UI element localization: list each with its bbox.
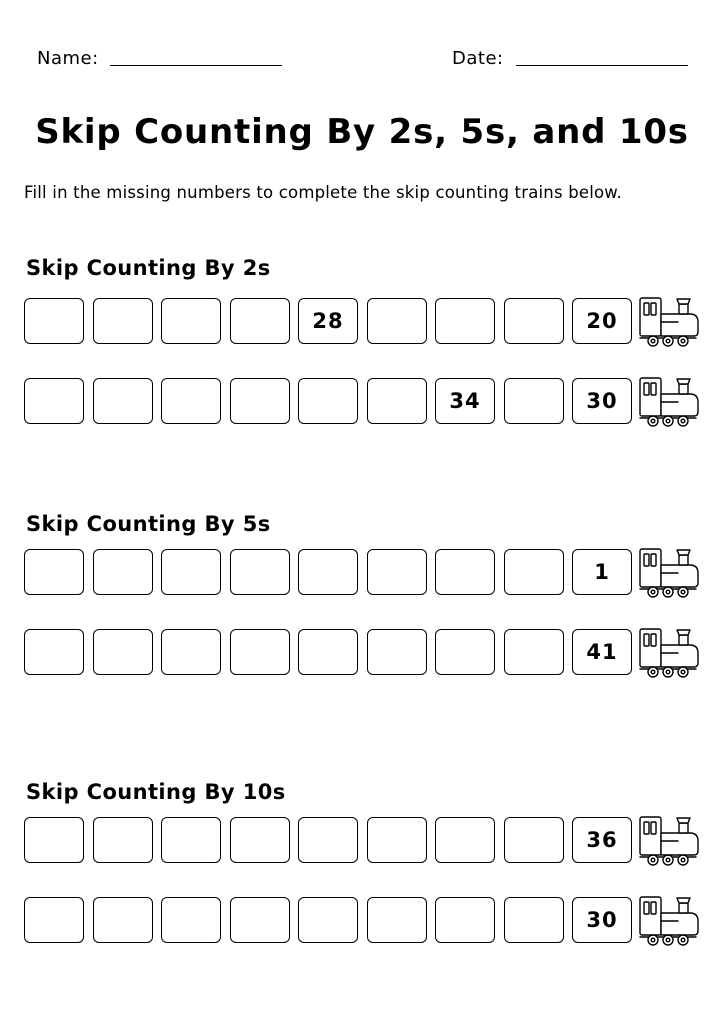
instructions-text: Fill in the missing numbers to complete the skip counting trains below. — [24, 183, 622, 202]
train-car-box[interactable] — [367, 629, 427, 675]
date-label: Date: — [452, 48, 504, 69]
train-car-box: 20 — [572, 298, 632, 344]
train-car-box: 30 — [572, 378, 632, 424]
train-engine-icon — [638, 893, 702, 947]
train-car-box[interactable] — [24, 629, 84, 675]
train-car-box[interactable] — [24, 549, 84, 595]
train-car-box[interactable] — [24, 897, 84, 943]
train-engine-icon — [638, 374, 702, 428]
train-car-box[interactable] — [161, 298, 221, 344]
train-car-box[interactable] — [435, 629, 495, 675]
section-title-2s: Skip Counting By 2s — [26, 256, 271, 280]
train-car-box[interactable] — [230, 378, 290, 424]
train-car-box[interactable] — [504, 897, 564, 943]
train-car-box[interactable] — [161, 549, 221, 595]
train-car-box[interactable] — [504, 817, 564, 863]
train-car-box[interactable] — [230, 629, 290, 675]
train-car-box: 28 — [298, 298, 358, 344]
train-engine-icon — [638, 545, 702, 599]
page-title: Skip Counting By 2s, 5s, and 10s — [35, 112, 689, 152]
train-car-box[interactable] — [93, 629, 153, 675]
train-car-box: 41 — [572, 629, 632, 675]
train-car-box[interactable] — [298, 378, 358, 424]
train-row — [24, 817, 704, 863]
section-title-10s: Skip Counting By 10s — [26, 780, 286, 804]
train-car-box[interactable] — [504, 549, 564, 595]
train-car-box[interactable] — [504, 378, 564, 424]
train-row — [24, 897, 704, 943]
train-car-box[interactable] — [161, 897, 221, 943]
train-car-box: 1 — [572, 549, 632, 595]
train-car-box[interactable] — [504, 298, 564, 344]
train-car-box[interactable] — [367, 897, 427, 943]
train-car-box[interactable] — [230, 897, 290, 943]
train-car-box[interactable] — [24, 378, 84, 424]
train-car-box[interactable] — [93, 817, 153, 863]
section-title-5s: Skip Counting By 5s — [26, 512, 271, 536]
train-row — [24, 629, 704, 675]
train-row — [24, 549, 704, 595]
train-car-box[interactable] — [24, 817, 84, 863]
train-car-box: 30 — [572, 897, 632, 943]
date-field[interactable] — [516, 65, 688, 66]
train-car-box[interactable] — [435, 298, 495, 344]
train-car-box[interactable] — [367, 817, 427, 863]
train-car-box[interactable] — [93, 298, 153, 344]
train-row — [24, 298, 704, 344]
train-car-box[interactable] — [161, 378, 221, 424]
train-car-box[interactable] — [435, 817, 495, 863]
train-car-box[interactable] — [161, 817, 221, 863]
train-car-box[interactable] — [230, 298, 290, 344]
train-car-box[interactable] — [161, 629, 221, 675]
train-car-box[interactable] — [367, 549, 427, 595]
train-car-box[interactable] — [93, 378, 153, 424]
train-car-box: 34 — [435, 378, 495, 424]
train-engine-icon — [638, 813, 702, 867]
train-car-box[interactable] — [24, 298, 84, 344]
train-car-box[interactable] — [504, 629, 564, 675]
train-car-box[interactable] — [93, 897, 153, 943]
train-car-box[interactable] — [367, 378, 427, 424]
train-car-box[interactable] — [298, 629, 358, 675]
train-car-box[interactable] — [230, 817, 290, 863]
train-car-box[interactable] — [435, 897, 495, 943]
train-engine-icon — [638, 294, 702, 348]
train-row — [24, 378, 704, 424]
train-car-box[interactable] — [435, 549, 495, 595]
train-car-box[interactable] — [298, 897, 358, 943]
train-car-box[interactable] — [230, 549, 290, 595]
train-car-box[interactable] — [93, 549, 153, 595]
train-car-box[interactable] — [298, 817, 358, 863]
train-car-box[interactable] — [298, 549, 358, 595]
train-car-box: 36 — [572, 817, 632, 863]
train-engine-icon — [638, 625, 702, 679]
name-label: Name: — [37, 48, 99, 69]
name-field[interactable] — [110, 65, 282, 66]
train-car-box[interactable] — [367, 298, 427, 344]
